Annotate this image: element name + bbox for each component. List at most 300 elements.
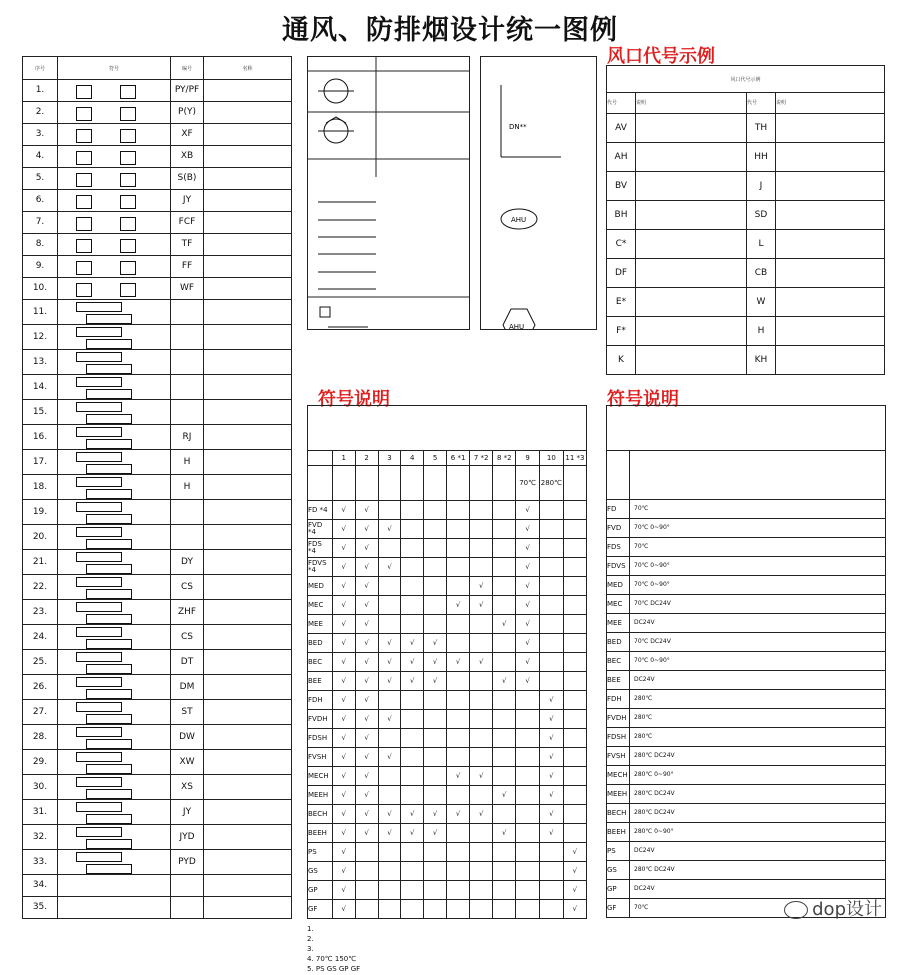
- legend-mid-row: [308, 653, 587, 672]
- symbol-panel-b-drawing: [481, 57, 596, 329]
- row-code: FF: [171, 256, 204, 278]
- row-name: [204, 800, 292, 825]
- legend-check: [563, 786, 586, 805]
- legend-check: [470, 786, 493, 805]
- legend-check: √: [355, 805, 378, 824]
- legend-table-left: [22, 56, 292, 919]
- legend-check: √: [378, 805, 401, 824]
- row-symbol: [58, 325, 171, 350]
- outlet-code: L: [747, 230, 776, 259]
- legend-code: MECH: [607, 766, 630, 785]
- legend-check: √: [401, 672, 424, 691]
- legend-check: √: [563, 881, 586, 900]
- legend-check: [563, 824, 586, 843]
- legend-check: [563, 520, 586, 539]
- outlet-code: KH: [747, 346, 776, 375]
- legend-check: [470, 843, 493, 862]
- legend-code: FD *4: [308, 501, 333, 520]
- outlet-desc: [776, 172, 885, 201]
- row-symbol: [58, 425, 171, 450]
- legend-check: [355, 843, 378, 862]
- symbol-glyph: [86, 389, 132, 399]
- legend-code: BEE: [607, 671, 630, 690]
- legend-check: √: [401, 805, 424, 824]
- legend-code: MED: [308, 577, 333, 596]
- legend-check: √: [332, 824, 355, 843]
- legend-right-row: [607, 804, 886, 823]
- legend-check: √: [355, 501, 378, 520]
- row-code: TF: [171, 234, 204, 256]
- legend-check: [378, 881, 401, 900]
- legend-col-desc: [470, 466, 493, 501]
- legend-code: MED: [607, 576, 630, 595]
- legend-check: [470, 824, 493, 843]
- symbol-glyph: [76, 261, 92, 275]
- row-name: [204, 775, 292, 800]
- legend-check: √: [493, 824, 516, 843]
- legend-mid-table: [307, 405, 587, 975]
- legend-check: √: [355, 577, 378, 596]
- row-number: 22.: [23, 575, 58, 600]
- legend-check: [563, 691, 586, 710]
- outlet-code: W: [747, 288, 776, 317]
- outlet-code-heading: 风口代号示例: [607, 46, 715, 67]
- symbol-glyph: [120, 261, 136, 275]
- outlet-code: BH: [607, 201, 636, 230]
- row-name: [204, 600, 292, 625]
- legend-row: [23, 700, 292, 725]
- legend-check: [378, 729, 401, 748]
- row-code: JY: [171, 190, 204, 212]
- legend-mid-row: [308, 596, 587, 615]
- legend-check: √: [355, 653, 378, 672]
- legend-check: √: [424, 634, 447, 653]
- legend-check: [470, 862, 493, 881]
- row-number: 4.: [23, 146, 58, 168]
- legend-check: [470, 672, 493, 691]
- legend-check: [447, 748, 470, 767]
- row-symbol: [58, 212, 171, 234]
- legend-mid-row: [308, 900, 587, 919]
- legend-code: FDVS *4: [308, 558, 333, 577]
- legend-check: √: [539, 748, 563, 767]
- legend-check: [563, 596, 586, 615]
- outlet-table-title: 风口代号示例: [607, 66, 885, 93]
- row-symbol: [58, 400, 171, 425]
- row-name: [204, 575, 292, 600]
- symbol-glyph: [76, 577, 122, 587]
- legend-col-number: 4: [401, 451, 424, 466]
- legend-check: [539, 596, 563, 615]
- legend-note: 70℃ DC24V: [630, 595, 886, 614]
- legend-check: √: [539, 691, 563, 710]
- legend-check: √: [355, 596, 378, 615]
- legend-col-desc: [401, 466, 424, 501]
- symbol-glyph: [86, 764, 132, 774]
- symbol-glyph: [76, 502, 122, 512]
- symbol-glyph: [76, 195, 92, 209]
- symbol-glyph: [76, 852, 122, 862]
- legend-check: √: [493, 786, 516, 805]
- row-symbol: [58, 168, 171, 190]
- row-number: 14.: [23, 375, 58, 400]
- legend-check: √: [539, 729, 563, 748]
- legend-code: MEEH: [308, 786, 333, 805]
- legend-check: [470, 691, 493, 710]
- legend-row: [23, 190, 292, 212]
- row-symbol: [58, 600, 171, 625]
- row-code: XS: [171, 775, 204, 800]
- legend-col-number: 2: [355, 451, 378, 466]
- row-code: XF: [171, 124, 204, 146]
- legend-check: √: [355, 710, 378, 729]
- legend-check: [539, 672, 563, 691]
- legend-check: [447, 539, 470, 558]
- outlet-code: CB: [747, 259, 776, 288]
- legend-code: FDH: [308, 691, 333, 710]
- legend-check: √: [493, 615, 516, 634]
- legend-check: [516, 729, 540, 748]
- legend-check: [539, 501, 563, 520]
- row-symbol: [58, 725, 171, 750]
- legend-check: [539, 900, 563, 919]
- legend-note: 280℃ DC24V: [630, 785, 886, 804]
- legend-check: √: [563, 900, 586, 919]
- legend-check: √: [332, 862, 355, 881]
- legend-row: [23, 278, 292, 300]
- legend-code: FDS *4: [308, 539, 333, 558]
- row-name: [204, 700, 292, 725]
- row-name: [204, 80, 292, 102]
- legend-check: √: [355, 634, 378, 653]
- legend-check: [516, 862, 540, 881]
- symbol-glyph: [76, 827, 122, 837]
- legend-check: √: [516, 634, 540, 653]
- symbol-glyph: [76, 652, 122, 662]
- legend-mid-corner: [308, 451, 333, 466]
- legend-col-desc: [563, 466, 586, 501]
- legend-check: [447, 672, 470, 691]
- legend-right-row: [607, 709, 886, 728]
- legend-note: 70℃: [630, 538, 886, 557]
- legend-check: [401, 596, 424, 615]
- outlet-code: TH: [747, 114, 776, 143]
- legend-note: 280℃ 0~90°: [630, 823, 886, 842]
- legend-check: [401, 748, 424, 767]
- legend-check: [424, 558, 447, 577]
- legend-check: [401, 881, 424, 900]
- legend-check: [424, 596, 447, 615]
- legend-note: 70℃ DC24V: [630, 633, 886, 652]
- legend-check: [447, 881, 470, 900]
- legend-check: [447, 710, 470, 729]
- legend-check: [516, 691, 540, 710]
- row-number: 2.: [23, 102, 58, 124]
- legend-right-row: [607, 576, 886, 595]
- legend-code: FVSH: [607, 747, 630, 766]
- row-number: 24.: [23, 625, 58, 650]
- outlet-code: H: [747, 317, 776, 346]
- legend-check: √: [516, 501, 540, 520]
- symbol-glyph: [86, 314, 132, 324]
- symbol-panel-b: [480, 56, 597, 330]
- footnote: 5. PS GS GP GF: [307, 965, 361, 973]
- legend-row: [23, 102, 292, 124]
- legend-right-table: [606, 405, 886, 918]
- row-name: [204, 300, 292, 325]
- legend-row: [23, 600, 292, 625]
- legend-col-desc: 280℃: [539, 466, 563, 501]
- legend-right-row: [607, 614, 886, 633]
- row-name: [204, 897, 292, 919]
- outlet-row: [607, 288, 885, 317]
- legend-right-row: [607, 519, 886, 538]
- legend-row: [23, 725, 292, 750]
- symbol-glyph: [76, 352, 122, 362]
- legend-check: [401, 539, 424, 558]
- row-symbol: [58, 102, 171, 124]
- legend-row: [23, 525, 292, 550]
- legend-check: √: [332, 691, 355, 710]
- legend-right-row: [607, 842, 886, 861]
- legend-row: [23, 475, 292, 500]
- row-code: [171, 897, 204, 919]
- symbol-glyph: [86, 564, 132, 574]
- legend-check: [424, 748, 447, 767]
- legend-check: √: [516, 596, 540, 615]
- label-ahu-2: AHU: [509, 323, 525, 329]
- legend-row: [23, 800, 292, 825]
- legend-note: DC24V: [630, 842, 886, 861]
- row-code: S(B): [171, 168, 204, 190]
- legend-check: √: [378, 653, 401, 672]
- row-code: [171, 500, 204, 525]
- legend-check: [470, 881, 493, 900]
- symbol-glyph: [76, 452, 122, 462]
- legend-check: [563, 748, 586, 767]
- legend-check: [378, 767, 401, 786]
- legend-check: [447, 824, 470, 843]
- symbol-glyph: [76, 107, 92, 121]
- legend-mid-heading: 符号说明: [318, 389, 390, 410]
- legend-check: [539, 843, 563, 862]
- legend-check: [424, 615, 447, 634]
- legend-check: √: [424, 824, 447, 843]
- row-symbol: [58, 375, 171, 400]
- col-header-code: 编号: [171, 57, 204, 80]
- symbol-panel-a: [307, 56, 470, 330]
- outlet-code: C*: [607, 230, 636, 259]
- legend-check: [447, 634, 470, 653]
- row-number: 30.: [23, 775, 58, 800]
- legend-mid-row: [308, 881, 587, 900]
- legend-check: [516, 824, 540, 843]
- legend-code: BED: [607, 633, 630, 652]
- row-name: [204, 550, 292, 575]
- row-symbol: [58, 278, 171, 300]
- legend-code: BEC: [308, 653, 333, 672]
- legend-check: √: [332, 501, 355, 520]
- legend-mid-footnotes: [307, 925, 587, 973]
- row-symbol: [58, 500, 171, 525]
- legend-check: [493, 691, 516, 710]
- symbol-glyph: [76, 727, 122, 737]
- legend-check: [378, 843, 401, 862]
- symbol-glyph: [120, 151, 136, 165]
- row-name: [204, 102, 292, 124]
- legend-code: BECH: [308, 805, 333, 824]
- legend-check: √: [516, 558, 540, 577]
- row-name: [204, 725, 292, 750]
- legend-check: √: [516, 520, 540, 539]
- legend-row: [23, 80, 292, 102]
- legend-check: [493, 729, 516, 748]
- legend-note: 70℃: [630, 899, 886, 918]
- legend-check: √: [516, 672, 540, 691]
- symbol-glyph: [86, 489, 132, 499]
- legend-check: [470, 634, 493, 653]
- legend-row: [23, 500, 292, 525]
- legend-check: [516, 881, 540, 900]
- symbol-glyph: [76, 477, 122, 487]
- row-number: 34.: [23, 875, 58, 897]
- legend-code: PS: [308, 843, 333, 862]
- row-name: [204, 525, 292, 550]
- row-code: PYD: [171, 850, 204, 875]
- legend-check: √: [355, 672, 378, 691]
- legend-check: [470, 748, 493, 767]
- outlet-desc: [636, 288, 747, 317]
- legend-note: DC24V: [630, 880, 886, 899]
- legend-check: [493, 634, 516, 653]
- legend-check: √: [332, 615, 355, 634]
- legend-row: [23, 325, 292, 350]
- legend-check: √: [470, 596, 493, 615]
- row-symbol: [58, 575, 171, 600]
- legend-check: √: [539, 786, 563, 805]
- row-number: 28.: [23, 725, 58, 750]
- legend-mid-row: [308, 520, 587, 539]
- legend-note: 280℃: [630, 690, 886, 709]
- legend-check: [401, 577, 424, 596]
- legend-note: 70℃ 0~90°: [630, 652, 886, 671]
- legend-check: [539, 862, 563, 881]
- legend-check: [563, 558, 586, 577]
- row-code: FCF: [171, 212, 204, 234]
- legend-check: [470, 520, 493, 539]
- row-symbol: [58, 875, 171, 897]
- legend-check: [424, 862, 447, 881]
- outlet-row: [607, 143, 885, 172]
- legend-check: √: [401, 824, 424, 843]
- symbol-glyph: [76, 702, 122, 712]
- row-symbol: [58, 897, 171, 919]
- legend-check: [563, 710, 586, 729]
- legend-check: √: [516, 615, 540, 634]
- row-symbol: [58, 550, 171, 575]
- row-symbol: [58, 190, 171, 212]
- symbol-glyph: [76, 802, 122, 812]
- outlet-desc: [776, 114, 885, 143]
- legend-note: DC24V: [630, 614, 886, 633]
- legend-code: BECH: [607, 804, 630, 823]
- legend-col-number: 3: [378, 451, 401, 466]
- legend-check: [470, 710, 493, 729]
- row-symbol: [58, 450, 171, 475]
- legend-check: [516, 767, 540, 786]
- legend-check: [516, 843, 540, 862]
- outlet-row: [607, 259, 885, 288]
- legend-check: [378, 786, 401, 805]
- legend-check: [563, 767, 586, 786]
- symbol-glyph: [120, 107, 136, 121]
- legend-row: [23, 775, 292, 800]
- legend-mid-row: [308, 558, 587, 577]
- legend-check: [401, 615, 424, 634]
- row-symbol: [58, 700, 171, 725]
- symbol-glyph: [120, 283, 136, 297]
- row-number: 20.: [23, 525, 58, 550]
- legend-row: [23, 168, 292, 190]
- legend-code: BEEH: [308, 824, 333, 843]
- outlet-header-code-a: 代号: [607, 93, 636, 114]
- legend-check: √: [332, 539, 355, 558]
- legend-check: [539, 615, 563, 634]
- legend-mid-row: [308, 843, 587, 862]
- symbol-glyph: [86, 689, 132, 699]
- legend-check: √: [516, 539, 540, 558]
- legend-check: √: [332, 577, 355, 596]
- row-symbol: [58, 675, 171, 700]
- row-code: CS: [171, 625, 204, 650]
- outlet-desc: [776, 201, 885, 230]
- legend-check: [539, 520, 563, 539]
- legend-check: [563, 501, 586, 520]
- legend-row: [23, 146, 292, 168]
- row-name: [204, 375, 292, 400]
- symbol-glyph: [76, 327, 122, 337]
- row-name: [204, 400, 292, 425]
- symbol-glyph: [86, 439, 132, 449]
- symbol-glyph: [86, 614, 132, 624]
- col-header-no: 序号: [23, 57, 58, 80]
- legend-col-number: 8 *2: [493, 451, 516, 466]
- legend-check: [563, 615, 586, 634]
- row-name: [204, 212, 292, 234]
- symbol-glyph: [76, 777, 122, 787]
- symbol-glyph: [86, 864, 132, 874]
- legend-row: [23, 400, 292, 425]
- legend-code: MECH: [308, 767, 333, 786]
- legend-check: [424, 520, 447, 539]
- row-name: [204, 190, 292, 212]
- legend-col-desc: [447, 466, 470, 501]
- legend-check: [493, 805, 516, 824]
- row-symbol: [58, 256, 171, 278]
- legend-check: [401, 691, 424, 710]
- legend-check: [447, 501, 470, 520]
- legend-row: [23, 256, 292, 278]
- legend-row: [23, 375, 292, 400]
- row-number: 13.: [23, 350, 58, 375]
- outlet-code: F*: [607, 317, 636, 346]
- row-symbol: [58, 234, 171, 256]
- outlet-row: [607, 346, 885, 375]
- legend-col-number: 10: [539, 451, 563, 466]
- symbol-glyph: [76, 151, 92, 165]
- symbol-glyph: [86, 464, 132, 474]
- legend-check: [493, 748, 516, 767]
